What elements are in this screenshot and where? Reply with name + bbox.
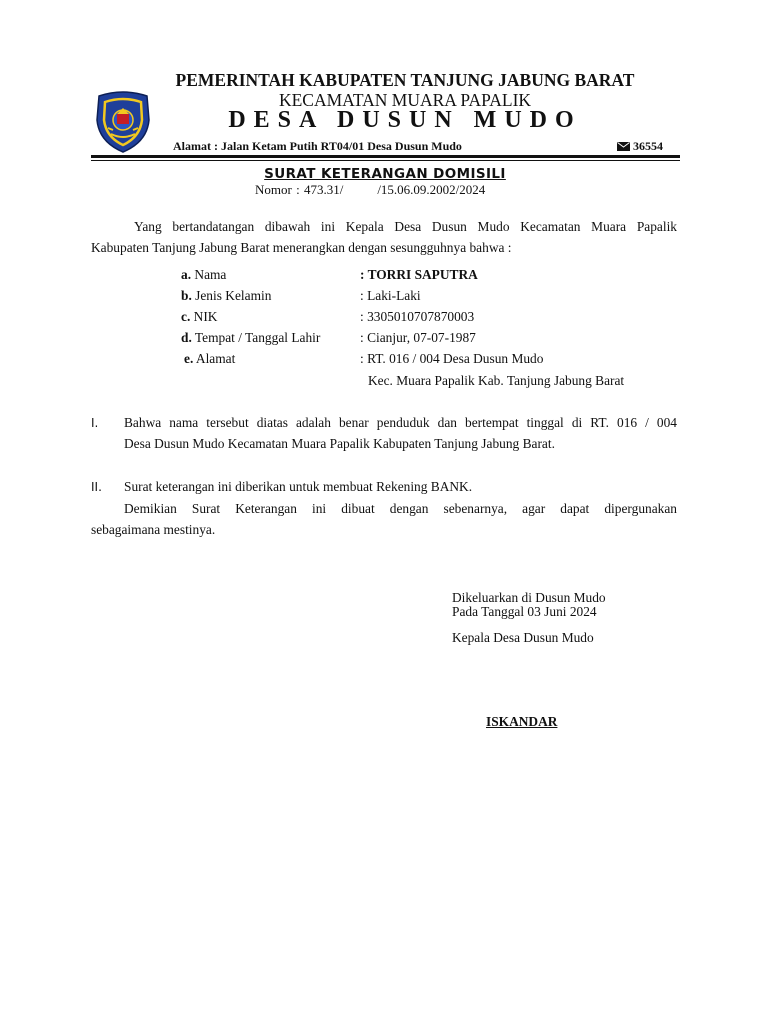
point-1-line-1: Bahwa nama tersebut diatas adalah benar penduduk dan bertempat tinggal di RT. 016 / 004 (124, 415, 677, 430)
point-2-text: Surat keterangan ini diberikan untuk membuat Rekening BANK. (124, 479, 473, 494)
issued-at: Dikeluarkan di Dusun Mudo (452, 590, 606, 605)
identity-label-name: a. Nama (181, 267, 227, 282)
signer-position: Kepala Desa Dusun Mudo (452, 630, 594, 645)
letterhead-address: Alamat : Jalan Ketam Putih RT04/01 Desa Dusun Mudo (173, 139, 462, 153)
identity-label-address: e. Alamat (184, 351, 236, 366)
letter-title: SURAT KETERANGAN DOMISILI (264, 166, 506, 182)
letterhead-rule-thick (91, 155, 680, 158)
letter-number (255, 182, 485, 198)
signer-name: ISKANDAR (486, 714, 558, 729)
issued-date: Pada Tanggal 03 Juni 2024 (452, 604, 597, 619)
identity-value-gender: : Laki-Laki (360, 288, 421, 303)
point-1-line-2: Desa Dusun Mudo Kecamatan Muara Papalik Kabupaten Tanjung Jabung Barat. (124, 436, 555, 451)
envelope-icon (617, 142, 630, 151)
letterhead-rule-thin (91, 160, 680, 161)
letter-number-prefix: Nomor : 473.31/ (255, 182, 344, 197)
letterhead-village: DESA DUSUN MUDO (228, 107, 582, 133)
identity-label-nik: c. NIK (181, 309, 218, 324)
identity-value-nik: : 3305010707870003 (360, 309, 475, 324)
identity-label-gender: b. Jenis Kelamin (181, 288, 272, 303)
letter-number-suffix: /15.06.09.2002/2024 (377, 182, 486, 197)
intro-paragraph-line-1: Yang bertandatangan dibawah ini Kepala Desa Dusun Mudo Kecamatan Muara Papalik (134, 219, 677, 234)
intro-paragraph-line-2: Kabupaten Tanjung Jabung Barat menerangkan dengan sesungguhnya bahwa : (91, 240, 512, 255)
letterhead-district: KECAMATAN MUARA PAPALIK (278, 90, 532, 110)
letterhead-postal-code (617, 139, 663, 154)
identity-value-birth: : Cianjur, 07-07-1987 (360, 330, 476, 345)
identity-value-address: : RT. 016 / 004 Desa Dusun Mudo (360, 351, 544, 366)
identity-value-name: : TORRI SAPUTRA (360, 267, 478, 282)
identity-value-address-line-2: Kec. Muara Papalik Kab. Tanjung Jabung Barat (368, 373, 625, 388)
point-numeral-2: II. (91, 480, 102, 494)
closing-line-1: Demikian Surat Keterangan ini dibuat dengan sebenarnya, agar dapat dipergunakan (124, 501, 677, 516)
letterhead-government: PEMERINTAH KABUPATEN TANJUNG JABUNG BARAT (175, 70, 635, 90)
postal-code-text: 36554 (633, 139, 663, 153)
point-numeral-1: I. (91, 416, 99, 430)
identity-label-birth: d. Tempat / Tanggal Lahir (181, 330, 321, 345)
closing-line-2: sebagaimana mestinya. (91, 522, 216, 537)
